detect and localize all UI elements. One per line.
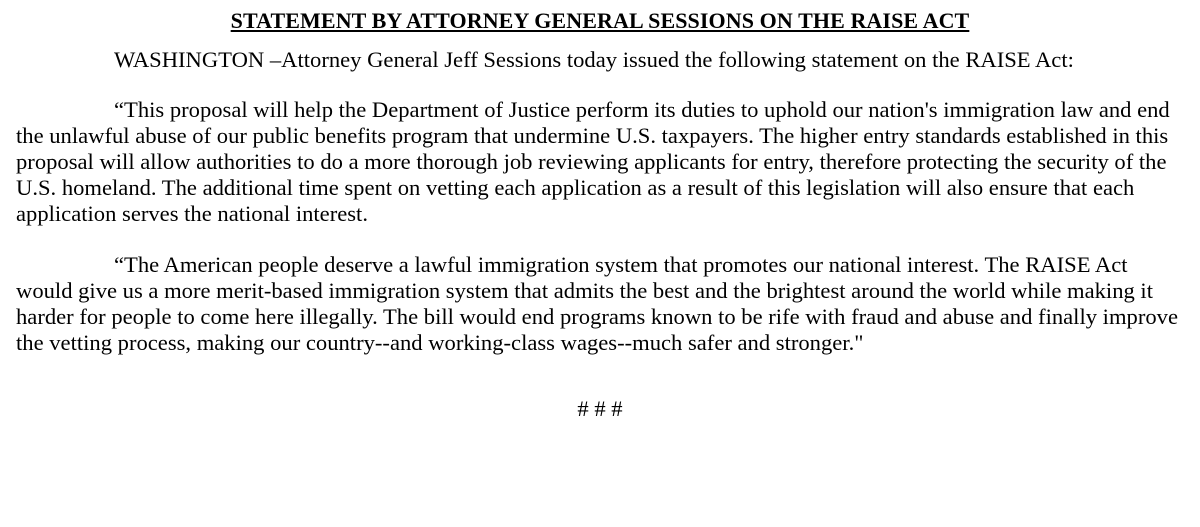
statement-title: STATEMENT BY ATTORNEY GENERAL SESSIONS ON THE RAISE ACT — [230, 8, 970, 33]
statement-paragraph-1: “This proposal will help the Department of Justice perform its duties to uphold our nation's immigration law and end the unlawful abuse of our public benefits program that undermine U.S. taxpayers. The higher entry standards established in this proposal will allow authorities to do a more thorough job reviewing applicants for entry, therefore protecting the security of the U.S. homeland. The additional time spent on vetting each application as a result of this legislation will also ensure that each application serves the national interest. — [16, 97, 1170, 226]
dateline-paragraph: WASHINGTON –Attorney General Jeff Sessions today issued the following statement on the RAISE Act: — [114, 47, 1074, 72]
end-mark: # # # — [577, 396, 623, 421]
statement-paragraph-2: “The American people deserve a lawful immigration system that promotes our national interest. The RAISE Act would give us a more merit-based immigration system that admits the best and the brightest around the world while making it harder for people to come here illegally. The bill would end programs known to be rife with fraud and abuse and finally improve the vetting process, making our country--and working-class wages--much safer and stronger." — [16, 252, 1178, 355]
